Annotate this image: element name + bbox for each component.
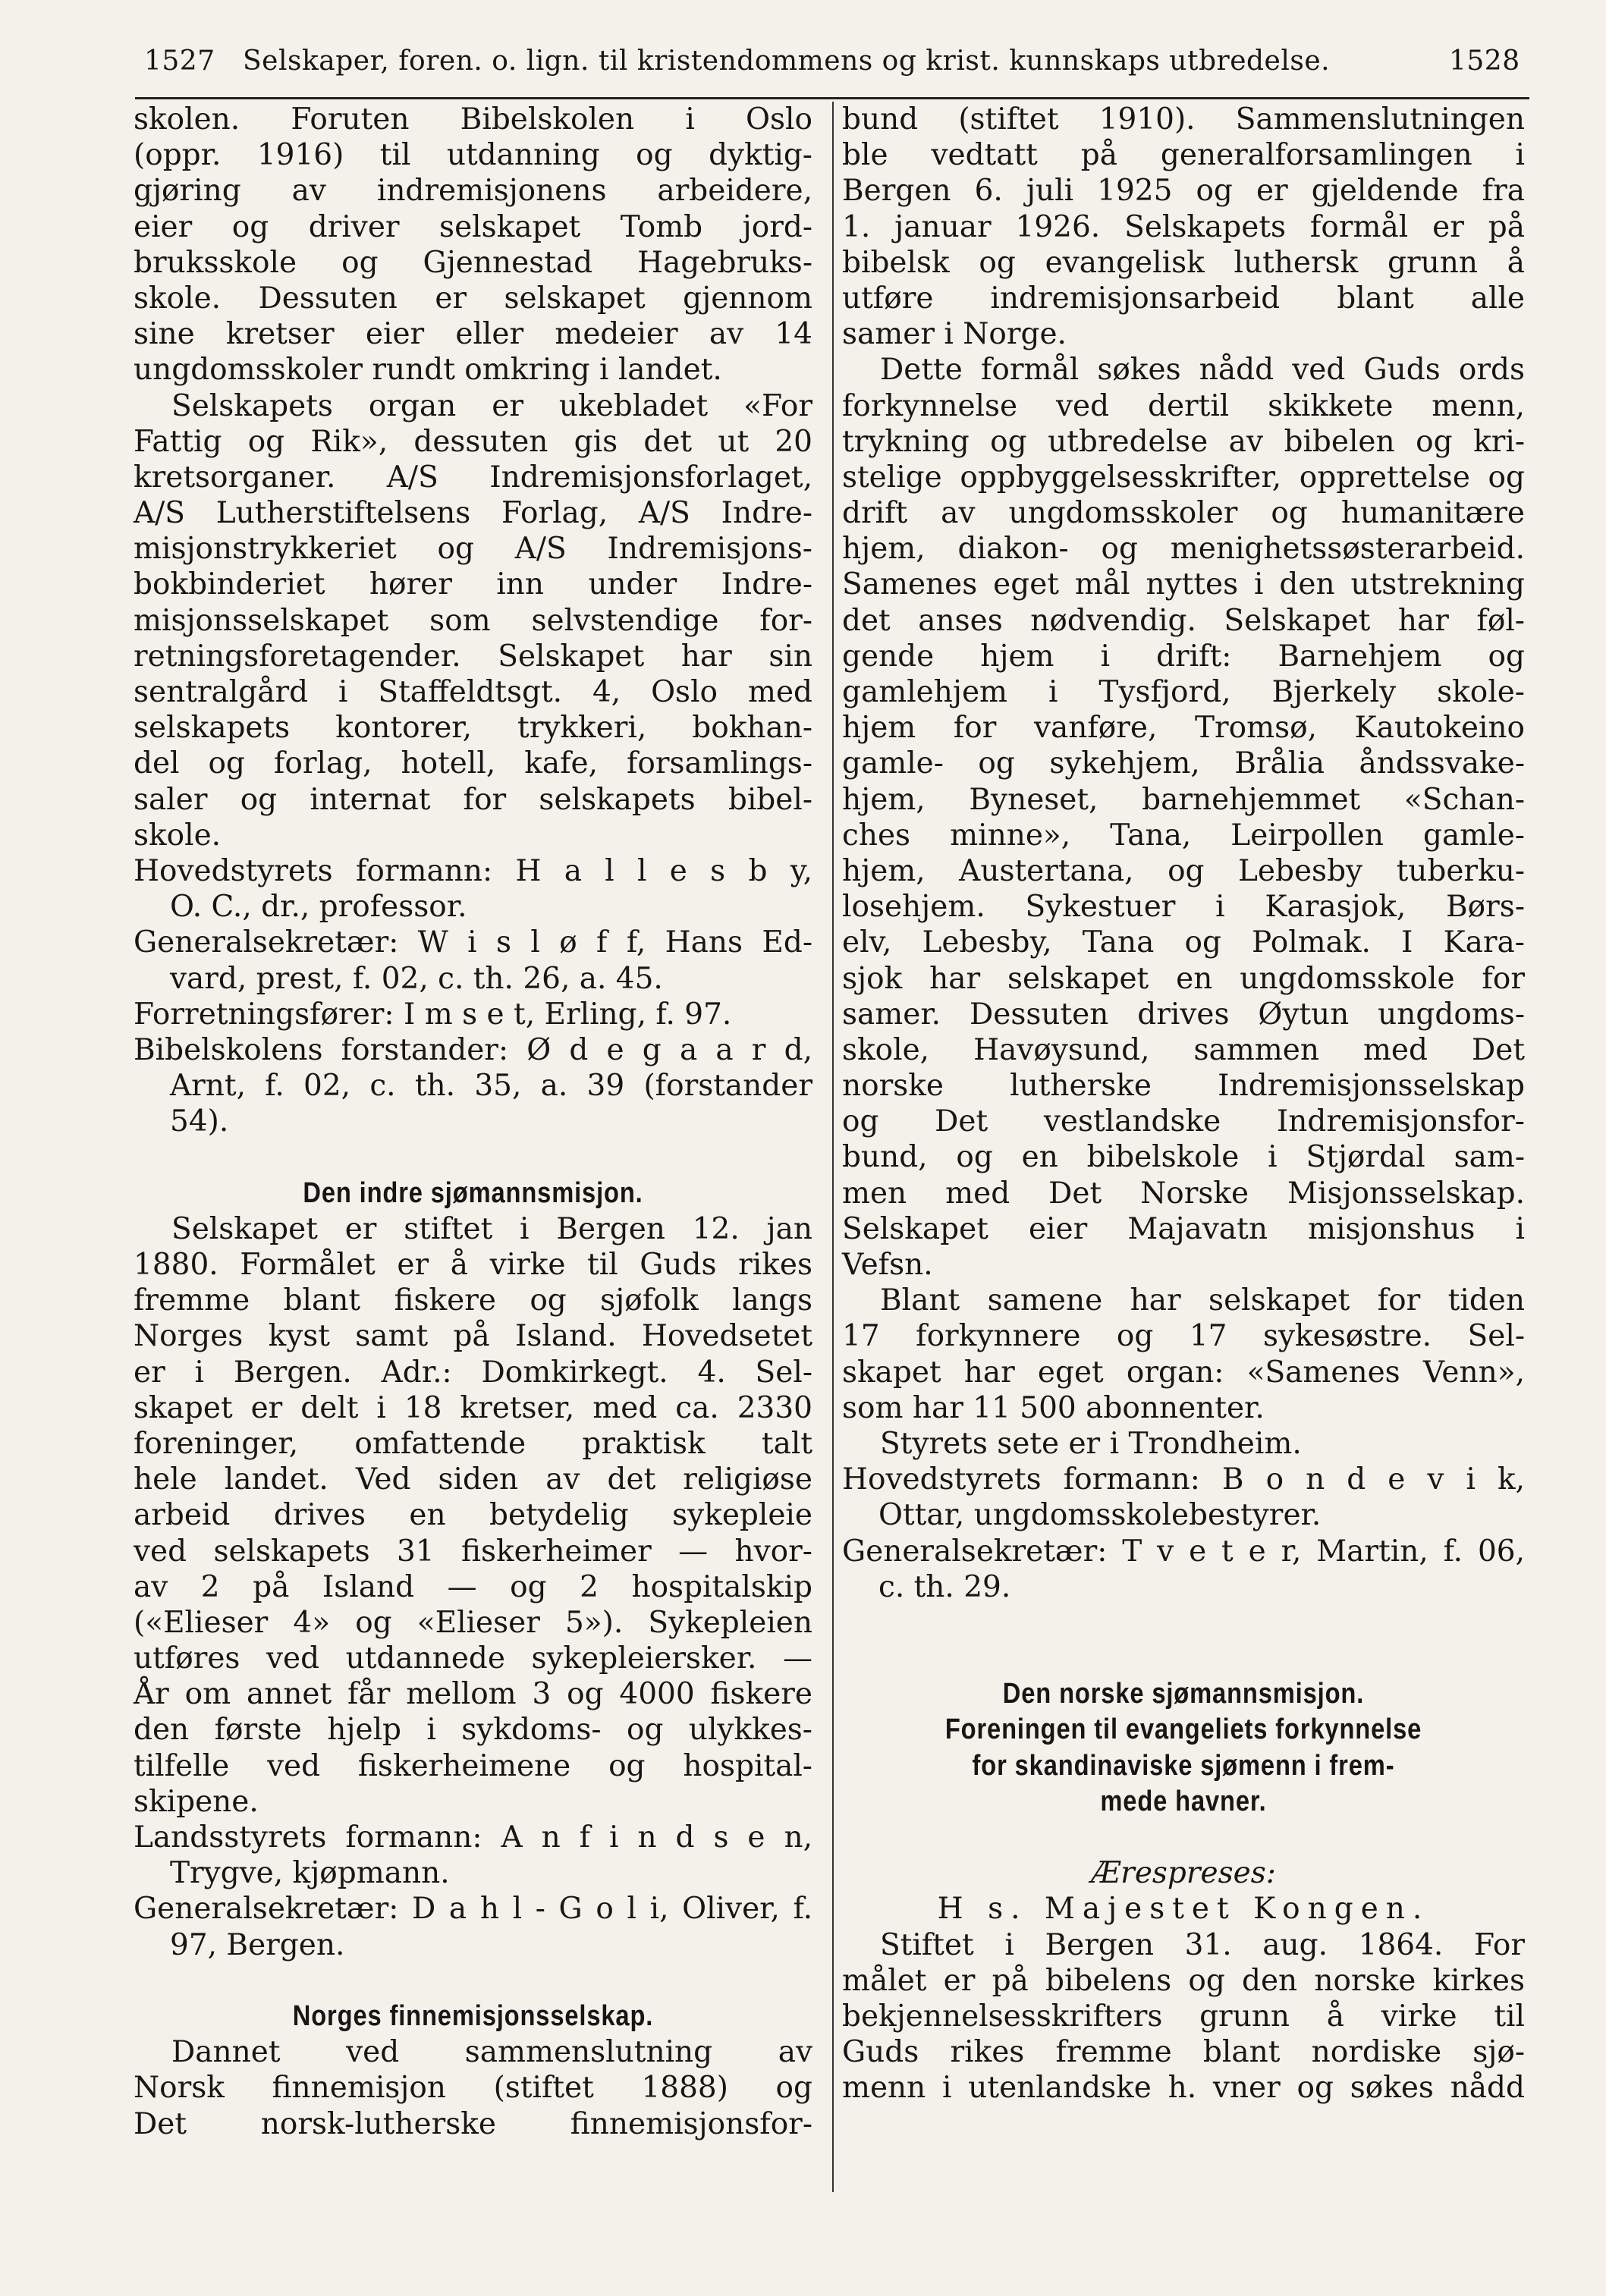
text-line: sentralgård i Staffeldtsgt. 4, Oslo med bbox=[134, 675, 812, 709]
text-line: skipene. bbox=[134, 1784, 259, 1819]
text-line: er i Bergen. Adr.: Domkirkegt. 4. Sel- bbox=[134, 1355, 812, 1390]
text-line: Dette formål søkes nådd ved Guds ords bbox=[880, 353, 1525, 388]
spacer bbox=[842, 1605, 1525, 1641]
text-line: Dannet ved sammenslutning av bbox=[171, 2035, 812, 2070]
text-line: («Elieser 4» og «Elieser 5»). Sykepleien bbox=[134, 1605, 812, 1640]
text-line: Stiftet i Bergen 31. aug. 1864. For bbox=[880, 1927, 1525, 1962]
section-heading: Den norske sjømannsmisjon. bbox=[1002, 1678, 1365, 1710]
officer-line: 54). bbox=[170, 1104, 229, 1139]
running-header-title: Selskaper, foren. o. lign. til kristendommens og krist. kunnskaps utbredelse. bbox=[243, 46, 1331, 77]
text-line: ungdomsskoler rundt omkring i landet. bbox=[134, 353, 722, 388]
text-line: saler og internat for selskapets bibel- bbox=[134, 782, 812, 817]
text-line: forkynnelse ved dertil skikkete menn, bbox=[842, 388, 1525, 423]
patron-name: H s. Majestet Kongen. bbox=[937, 1892, 1430, 1927]
text-line: Selskapet eier Majavatn misjonshus i bbox=[842, 1211, 1525, 1246]
page-number-right: 1528 bbox=[1449, 46, 1520, 77]
text-line: Fattig og Rik», dessuten gis det ut 20 bbox=[134, 424, 812, 459]
text-line: hjem, diakon- og menighetssøsterarbeid. bbox=[842, 532, 1525, 567]
text-line: ved selskapets 31 fiskerheimer — hvor- bbox=[134, 1534, 812, 1569]
text-line: Det norsk-lutherske finnemisjonsfor- bbox=[134, 2106, 812, 2141]
text-line: Samenes eget mål nyttes i den utstrekning bbox=[842, 567, 1525, 602]
officer-line: Arnt, f. 02, c. th. 35, a. 39 (forstander bbox=[170, 1069, 812, 1104]
text-line: 17 forkynnere og 17 sykesøstre. Sel- bbox=[842, 1319, 1525, 1354]
text-line: ble vedtatt på generalforsamlingen i bbox=[842, 138, 1525, 173]
section-heading: for skandinaviske sjømenn i frem- bbox=[972, 1749, 1395, 1782]
section-heading: Foreningen til evangeliets forkynnelse bbox=[944, 1713, 1422, 1746]
header-rule bbox=[135, 97, 1529, 99]
officer-line: Forretningsfører: I m s e t, Erling, f. 97. bbox=[134, 997, 732, 1032]
officer-line: Generalsekretær: W i s l ø f f, Hans Ed- bbox=[134, 925, 812, 960]
text-line: skole. Dessuten er selskapet gjennom bbox=[134, 281, 812, 316]
text-line: kretsorganer. A/S Indremisjonsforlaget, bbox=[134, 460, 812, 495]
officer-line: c. th. 29. bbox=[878, 1569, 1011, 1604]
text-line: 1. januar 1926. Selskapets formål er på bbox=[842, 209, 1525, 244]
column-divider bbox=[832, 102, 834, 2192]
seat-line: Styrets sete er i Trondheim. bbox=[880, 1426, 1302, 1461]
text-line: del og forlag, hotell, kafe, forsamlings- bbox=[134, 746, 812, 781]
text-line: Selskapet er stiftet i Bergen 12. jan bbox=[171, 1211, 812, 1246]
text-line: bund, og en bibelskole i Stjørdal sam- bbox=[842, 1140, 1525, 1175]
text-line: målet er på bibelens og den norske kirkes bbox=[842, 1963, 1525, 1998]
text-line: skapet er delt i 18 kretser, med ca. 2330 bbox=[134, 1390, 812, 1425]
text-line: losehjem. Sykestuer i Karasjok, Børs- bbox=[842, 890, 1525, 925]
officer-line: Ottar, ungdomsskolebestyrer. bbox=[878, 1498, 1322, 1533]
text-line: utføre indremisjonsarbeid blant alle bbox=[842, 281, 1525, 316]
left-column bbox=[134, 102, 812, 2142]
officer-line: Landsstyrets formann: A n f i n d s e n, bbox=[134, 1820, 812, 1855]
text-line: men med Det Norske Misjonsselskap. bbox=[842, 1176, 1525, 1211]
text-line: gjøring av indremisjonens arbeidere, bbox=[134, 174, 812, 209]
text-line: stelige oppbyggelsesskrifter, opprettelse og bbox=[842, 460, 1525, 495]
officer-line: Hovedstyrets formann: H a l l e s b y, bbox=[134, 853, 812, 888]
text-line: Bergen 6. juli 1925 og er gjeldende fra bbox=[842, 174, 1525, 209]
text-line: arbeid drives en betydelig sykepleie bbox=[134, 1498, 812, 1533]
spacer bbox=[842, 1820, 1525, 1855]
text-line: Blant samene har selskapet for tiden bbox=[880, 1283, 1525, 1318]
text-line: hele landet. Ved siden av det religiøse bbox=[134, 1462, 812, 1497]
section-heading: mede havner. bbox=[1100, 1785, 1267, 1817]
text-line: av 2 på Island — og 2 hospitalskip bbox=[134, 1569, 812, 1604]
text-line: hjem, Austertana, og Lebesby tuberku- bbox=[842, 853, 1525, 888]
text-line: elv, Lebesby, Tana og Polmak. I Kara- bbox=[842, 925, 1525, 960]
spacer bbox=[134, 1963, 812, 1999]
text-line: og Det vestlandske Indremisjonsfor- bbox=[842, 1104, 1525, 1139]
officer-line: vard, prest, f. 02, c. th. 26, a. 45. bbox=[170, 961, 663, 996]
text-line: norske lutherske Indremisjonsselskap bbox=[842, 1069, 1525, 1104]
officer-line: Generalsekretær: T v e t e r, Martin, f. 06, bbox=[842, 1534, 1525, 1569]
text-line: retningsforetagender. Selskapet har sin bbox=[134, 639, 812, 674]
text-line: eier og driver selskapet Tomb jord- bbox=[134, 209, 812, 244]
text-line: skolen. Foruten Bibelskolen i Oslo bbox=[134, 102, 812, 137]
text-line: bund (stiftet 1910). Sammenslutningen bbox=[842, 102, 1525, 137]
text-line: selskapets kontorer, trykkeri, bokhan- bbox=[134, 711, 812, 746]
text-line: gende hjem i drift: Barnehjem og bbox=[842, 639, 1525, 674]
text-line: sine kretser eier eller medeier av 14 bbox=[134, 317, 812, 352]
text-line: drift av ungdomsskoler og humanitære bbox=[842, 496, 1525, 531]
patron-label: Ærespreses: bbox=[1091, 1856, 1276, 1891]
officer-line: 97, Bergen. bbox=[170, 1927, 345, 1962]
text-line: bekjennelsesskrifters grunn å virke til bbox=[842, 1999, 1525, 2034]
section-heading: Norges finnemisjonsselskap. bbox=[292, 1999, 654, 2032]
text-line: skole, Havøysund, sammen med Det bbox=[842, 1032, 1525, 1067]
text-line: utføres ved utdannede sykepleiersker. — bbox=[134, 1641, 812, 1676]
text-line: hjem for vanføre, Tromsø, Kautokeino bbox=[842, 711, 1525, 746]
text-line: samer i Norge. bbox=[842, 317, 1067, 352]
text-line: bruksskole og Gjennestad Hagebruks- bbox=[134, 245, 812, 280]
text-line: (oppr. 1916) til utdanning og dyktig- bbox=[134, 138, 812, 173]
text-line: trykning og utbredelse av bibelen og kri- bbox=[842, 424, 1525, 459]
text-line: Selskapets organ er ukebladet «For bbox=[171, 388, 812, 423]
text-line: sjok har selskapet en ungdomsskole for bbox=[842, 961, 1525, 996]
text-line: A/S Lutherstiftelsens Forlag, A/S Indre- bbox=[134, 496, 812, 531]
spacer bbox=[842, 1641, 1525, 1676]
text-line: skole. bbox=[134, 818, 222, 853]
text-line: hjem, Byneset, barnehjemmet «Schan- bbox=[842, 782, 1525, 817]
text-line: misjonsselskapet som selvstendige for- bbox=[134, 603, 812, 638]
text-line: gamlehjem i Tysfjord, Bjerkely skole- bbox=[842, 675, 1525, 709]
officer-line: Trygve, kjøpmann. bbox=[170, 1856, 450, 1891]
page-number-left: 1527 bbox=[144, 46, 215, 77]
right-column bbox=[842, 102, 1525, 2106]
text-line: ches minne», Tana, Leirpollen gamle- bbox=[842, 818, 1525, 853]
text-line: bibelsk og evangelisk luthersk grunn å bbox=[842, 245, 1525, 280]
text-line: skapet har eget organ: «Samenes Venn», bbox=[842, 1355, 1525, 1390]
officer-line: Generalsekretær: D a h l - G o l i, Oliver, f. bbox=[134, 1892, 812, 1927]
text-line: fremme blant fiskere og sjøfolk langs bbox=[134, 1283, 812, 1318]
text-line: det anses nødvendig. Selskapet har føl- bbox=[842, 603, 1525, 638]
text-line: menn i utenlandske h. vner og søkes nådd bbox=[842, 2071, 1525, 2106]
text-line: som har 11 500 abonnenter. bbox=[842, 1390, 1265, 1425]
text-line: gamle- og sykehjem, Brålia åndssvake- bbox=[842, 746, 1525, 781]
text-line: misjonstrykkeriet og A/S Indremisjons- bbox=[134, 532, 812, 567]
section-heading: Den indre sjømannsmisjon. bbox=[303, 1176, 643, 1209]
officer-line: Hovedstyrets formann: B o n d e v i k, bbox=[842, 1462, 1525, 1497]
text-line: Norges kyst samt på Island. Hovedsetet bbox=[134, 1319, 812, 1354]
text-line: tilfelle ved fiskerheimene og hospital- bbox=[134, 1748, 812, 1783]
officer-line: O. C., dr., professor. bbox=[170, 890, 467, 925]
text-line: bokbinderiet hører inn under Indre- bbox=[134, 567, 812, 602]
text-line: den første hjelp i sykdoms- og ulykkes- bbox=[134, 1713, 812, 1748]
officer-line: Bibelskolens forstander: Ø d e g a a r d, bbox=[134, 1032, 812, 1067]
text-line: 1880. Formålet er å virke til Guds rikes bbox=[134, 1248, 812, 1282]
text-line: samer. Dessuten drives Øytun ungdoms- bbox=[842, 997, 1525, 1032]
text-line: Vefsn. bbox=[842, 1248, 933, 1282]
text-line: Guds rikes fremme blant nordiske sjø- bbox=[842, 2035, 1525, 2070]
text-line: foreninger, omfattende praktisk talt bbox=[134, 1426, 812, 1461]
spacer bbox=[134, 1139, 812, 1175]
text-line: Norsk finnemisjon (stiftet 1888) og bbox=[134, 2071, 812, 2106]
text-line: År om annet får mellom 3 og 4000 fiskere bbox=[134, 1677, 812, 1712]
